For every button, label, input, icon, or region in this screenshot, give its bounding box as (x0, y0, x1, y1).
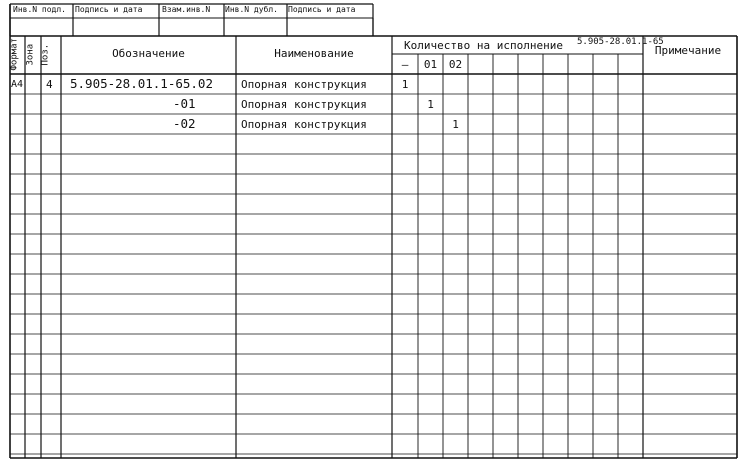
row3-designation: -02 (173, 116, 196, 131)
row2-name: Опорная конструкция (241, 98, 367, 111)
header-pos: Поз. (40, 43, 51, 66)
row3-qty-base (392, 114, 418, 134)
header-format: Формат (9, 37, 20, 71)
row3-name: Опорная конструкция (241, 118, 367, 131)
row1-qty-base: 1 (401, 77, 409, 91)
row3-qty-01 (418, 114, 443, 134)
variant-label-base: — (401, 57, 409, 71)
row3-qty-02: 1 (452, 117, 459, 131)
header-zone: Зона (25, 43, 36, 66)
row2-qty-02 (443, 94, 468, 114)
header-quantity: Количество на исполнение (404, 39, 563, 52)
variant-label-02: 02 (448, 57, 463, 71)
variant-label-01: 01 (423, 57, 438, 71)
row2-qty-base (392, 94, 418, 114)
stamp-sign-date-2: Подпись и дата (288, 5, 356, 14)
header-name: Наименование (274, 46, 354, 60)
row1-format: A4 (11, 79, 24, 90)
stamp-inv-dup: Инв.N дубл. (225, 5, 278, 14)
row1-qty-01 (418, 74, 443, 94)
row1-designation: 5.905-28.01.1-65.02 (70, 76, 213, 91)
header-doc-code: 5.905-28.01.1-65 (577, 37, 664, 47)
stamp-replace-inv: Взам.инв.N (162, 5, 211, 14)
header-note: Примечание (654, 43, 722, 57)
row1-qty-02 (443, 74, 468, 94)
row2-qty-01: 1 (427, 97, 434, 111)
stamp-inv-orig: Инв.N подл. (13, 5, 66, 14)
row1-name: Опорная конструкция (241, 78, 367, 91)
header-designation: Обозначение (112, 46, 185, 60)
row1-pos: 4 (46, 78, 53, 91)
stamp-sign-date-1: Подпись и дата (75, 5, 143, 14)
row2-designation: -01 (173, 96, 196, 111)
